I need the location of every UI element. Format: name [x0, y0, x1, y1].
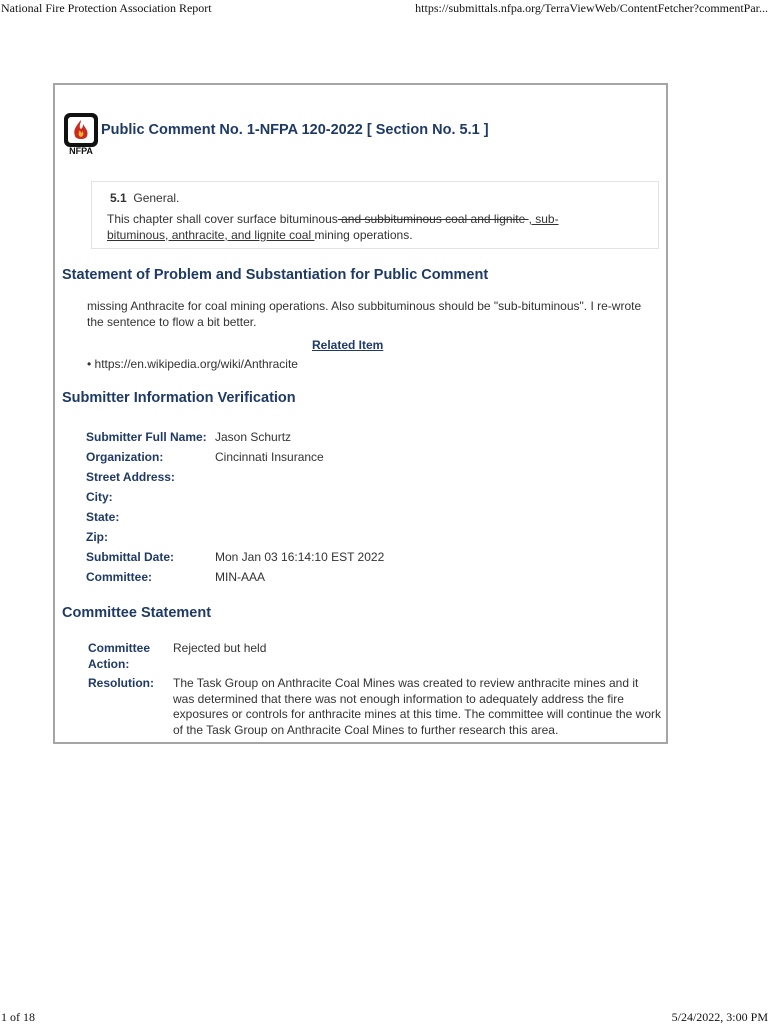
committee-value: MIN-AAA: [215, 570, 266, 584]
submitter-name-label: Submitter Full Name:: [86, 430, 207, 444]
organization-label: Organization:: [86, 450, 164, 464]
resolution-label: Resolution:: [88, 676, 154, 690]
committee-label: Committee:: [86, 570, 153, 584]
zip-label: Zip:: [86, 530, 108, 544]
print-header-url: https://submittals.nfpa.org/TerraViewWeb/ContentFetcher?commentPar...: [415, 1, 768, 15]
nfpa-logo: [63, 112, 101, 156]
section-text-after: mining operations.: [314, 227, 413, 242]
print-header-title: National Fire Protection Association Report: [1, 1, 212, 15]
section-text-before: This chapter shall cover surface bituminous: [107, 212, 338, 226]
submittal-date-value: Mon Jan 03 16:14:10 EST 2022: [215, 550, 385, 564]
committee-action-label: Committee Action:: [88, 641, 151, 671]
print-footer: [0, 1009, 770, 1024]
submittal-date-label: Submittal Date:: [86, 550, 175, 564]
section-body: [107, 212, 607, 243]
committee-action-value: Rejected but held: [173, 641, 267, 655]
submitter-heading: Submitter Information Verification: [62, 390, 296, 406]
statement-heading: Statement of Problem and Substantiation for Public Comment: [62, 267, 489, 283]
street-address-label: Street Address:: [86, 470, 175, 484]
print-datetime: 5/24/2022, 3:00 PM: [671, 1010, 768, 1024]
inserted-text: , sub-bituminous, anthracite, and lignite coal: [107, 212, 559, 242]
comment-title: Public Comment No. 1-NFPA 120-2022 [ Section No. 5.1 ]: [101, 122, 489, 138]
resolution-value: The Task Group on Anthracite Coal Mines was created to review anthracite mines and it was determined that there was not enough information to adequately address the fire exposures or controls for anthracite mines at this time. The committee will continue the work of the Task Group on Anthracite Coal Mines to further research this area.: [173, 676, 661, 737]
state-label: State:: [86, 510, 120, 524]
print-header: [0, 0, 770, 18]
organization-value: Cincinnati Insurance: [215, 450, 324, 464]
section-heading-text: General.: [133, 191, 180, 205]
committee-statement-heading: Committee Statement: [62, 605, 212, 621]
city-label: City:: [86, 490, 113, 504]
related-item-heading: Related Item: [312, 338, 384, 352]
related-item-link[interactable]: • https://en.wikipedia.org/wiki/Anthracite: [87, 357, 298, 371]
statement-body: missing Anthracite for coal mining operations. Also subbituminous should be "sub-bituminous". I re-wrote the sentence to flow a bit better.: [87, 299, 642, 329]
section-heading: [110, 191, 179, 205]
deleted-text: and subbituminous coal and lignite: [337, 212, 529, 226]
submitter-name-value: Jason Schurtz: [215, 430, 292, 444]
svg-text:NFPA: NFPA: [69, 146, 93, 156]
section-number: 5.1: [110, 191, 127, 205]
comment-document: [53, 83, 668, 744]
section-text-box: [91, 181, 659, 249]
page-count: 1 of 18: [1, 1010, 35, 1024]
